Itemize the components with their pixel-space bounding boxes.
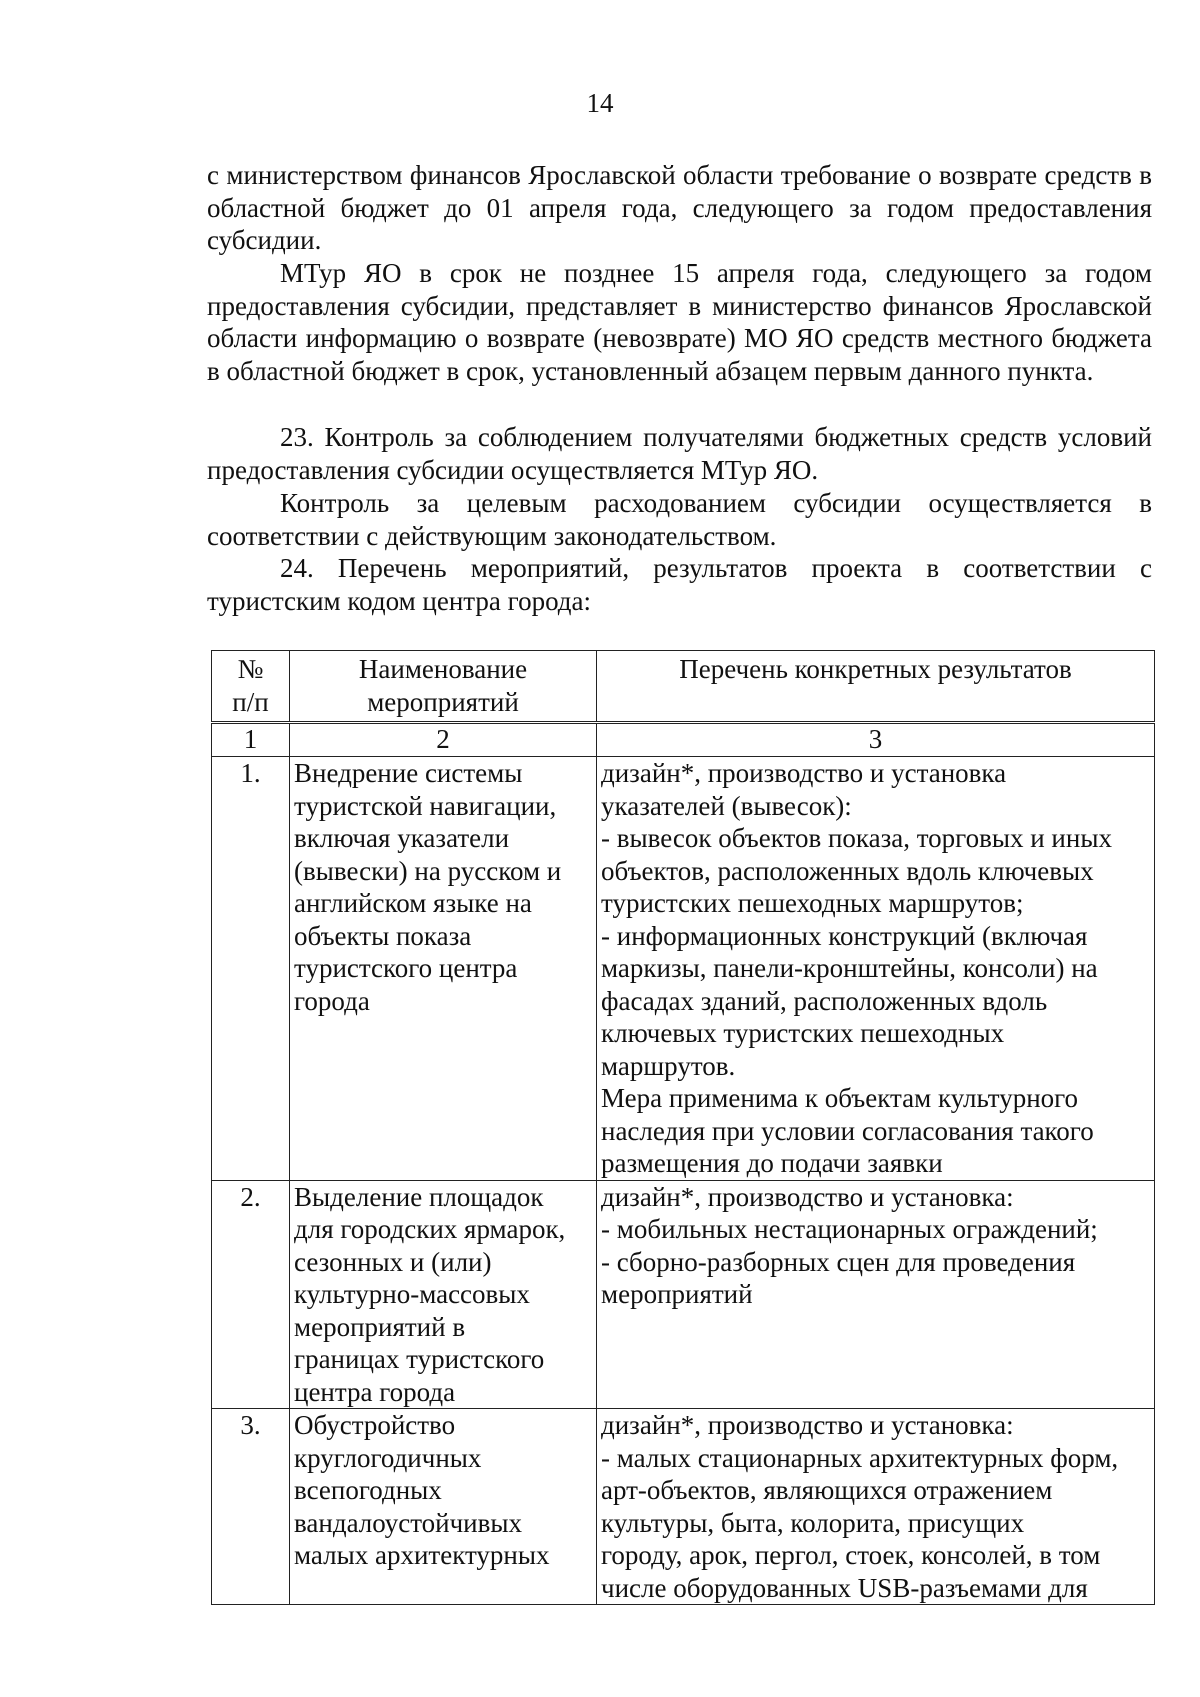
paragraph-mtur-report: МТур ЯО в срок не позднее 15 апреля года, следующего за годом предоставления субсидии, представляет в министерство финансов Ярославской области информацию о возврате (невозврате) МО ЯО средств местного бюджета в областной бюджет в срок, установленный абзацем первым данного пункта.: [207, 258, 1152, 386]
measure-name-line: всепогодных: [294, 1475, 442, 1505]
results-line: ключевых туристских пешеходных: [601, 1018, 1005, 1048]
row-number: 3.: [212, 1409, 290, 1605]
measure-name-line: мероприятий в: [294, 1311, 466, 1342]
header-measure-name-line: мероприятий: [367, 686, 519, 717]
measure-name-line: Обустройство: [294, 1410, 456, 1440]
header-number-line: п/п: [232, 686, 269, 717]
results-line: фасадах зданий, расположенных вдоль: [601, 985, 1048, 1016]
column-number: 3: [597, 723, 1155, 757]
measure-name-line: малых архитектурных: [294, 1540, 550, 1570]
header-measure-name-line: Наименование: [358, 654, 528, 684]
paragraph-target-control: Контроль за целевым расходованием субсидии осуществляется в соответствии с действующим законодательством.: [207, 488, 1152, 551]
results-line: культуры, быта, колорита, присущих: [601, 1507, 1025, 1538]
results-line: дизайн*, производство и установка:: [601, 1181, 1014, 1212]
results-line: маршрутов.: [601, 1050, 736, 1081]
results-line: числе оборудованных USB-разъемами для: [601, 1572, 1088, 1603]
page-number: 14: [586, 88, 614, 118]
results-line: маркизы, панели-кронштейны, консоли) на: [601, 953, 1098, 983]
measure-name-cell: [290, 757, 597, 1181]
header-number: [212, 651, 290, 723]
table-row: [212, 757, 1155, 1181]
results-line: размещения до подачи заявки: [601, 1148, 943, 1178]
paragraph-item-23: 23. Контроль за соблюдением получателями бюджетных средств условий предоставления субсидии осуществляется МТур ЯО.: [207, 422, 1152, 485]
results-line: туристских пешеходных маршрутов;: [601, 888, 1024, 918]
results-line: - вывесок объектов показа, торговых и иных: [601, 823, 1112, 853]
row-number: 1.: [212, 757, 290, 1181]
table-header-row: [212, 651, 1155, 723]
measure-name-cell: [290, 1180, 597, 1409]
measure-name-line: сезонных и (или): [294, 1246, 492, 1277]
measure-name-line: города: [294, 985, 370, 1016]
results-line: дизайн*, производство и установка: [601, 758, 1007, 788]
measure-name-line: (вывески) на русском и: [294, 855, 562, 886]
measure-name-line: туристского центра: [294, 953, 518, 983]
results-line: арт-объектов, являющихся отражением: [601, 1475, 1053, 1505]
results-line: мероприятий: [601, 1279, 753, 1309]
measure-name-line: границах туристского: [294, 1344, 545, 1374]
measure-name-line: туристской навигации,: [294, 790, 557, 821]
paragraph-return-requirement: с министерством финансов Ярославской области требование о возврате средств в областной бюджет до 01 апреля года, следующего за годом предоставления субсидии.: [207, 160, 1152, 255]
measure-name-line: Выделение площадок: [294, 1181, 544, 1212]
table-row: [212, 1180, 1155, 1409]
paragraph-item-24: 24. Перечень мероприятий, результатов проекта в соответствии с туристским кодом центра города:: [207, 553, 1152, 616]
measure-name-line: для городских ярмарок,: [294, 1214, 566, 1244]
results-line: указателей (вывесок):: [601, 790, 852, 821]
results-cell: [597, 1409, 1155, 1605]
results-line: - информационных конструкций (включая: [601, 920, 1088, 951]
measure-name-line: культурно-массовых: [294, 1279, 530, 1309]
header-results: [597, 651, 1155, 723]
row-number: 2.: [212, 1180, 290, 1409]
results-line: - мобильных нестационарных ограждений;: [601, 1214, 1098, 1244]
measure-name-line: Внедрение системы: [294, 758, 523, 788]
column-numbering-row: [212, 723, 1155, 757]
header-measure-name: [290, 651, 597, 723]
header-number-line: №: [237, 654, 264, 684]
measure-name-line: круглогодичных: [294, 1442, 482, 1473]
table-row: [212, 1409, 1155, 1605]
results-cell: [597, 1180, 1155, 1409]
results-cell: [597, 757, 1155, 1181]
results-line: Мера применима к объектам культурного: [601, 1083, 1079, 1113]
column-number: 2: [290, 723, 597, 757]
results-line: наследия при условии согласования такого: [601, 1115, 1094, 1146]
measure-name-line: вандалоустойчивых: [294, 1507, 523, 1538]
results-line: дизайн*, производство и установка:: [601, 1410, 1014, 1440]
column-number: 1: [212, 723, 290, 757]
measure-name-line: английском языке на: [294, 888, 532, 918]
header-results-line: Перечень конкретных результатов: [679, 654, 1072, 684]
results-line: - малых стационарных архитектурных форм,: [601, 1442, 1119, 1473]
measures-table: [211, 650, 1155, 1605]
measure-name-line: объекты показа: [294, 920, 472, 951]
results-line: объектов, расположенных вдоль ключевых: [601, 855, 1094, 886]
measure-name-line: включая указатели: [294, 823, 510, 853]
measure-name-cell: [290, 1409, 597, 1605]
results-line: городу, арок, пергол, стоек, консолей, в том: [601, 1540, 1101, 1570]
results-line: - сборно-разборных сцен для проведения: [601, 1246, 1076, 1277]
measure-name-line: центра города: [294, 1376, 456, 1407]
